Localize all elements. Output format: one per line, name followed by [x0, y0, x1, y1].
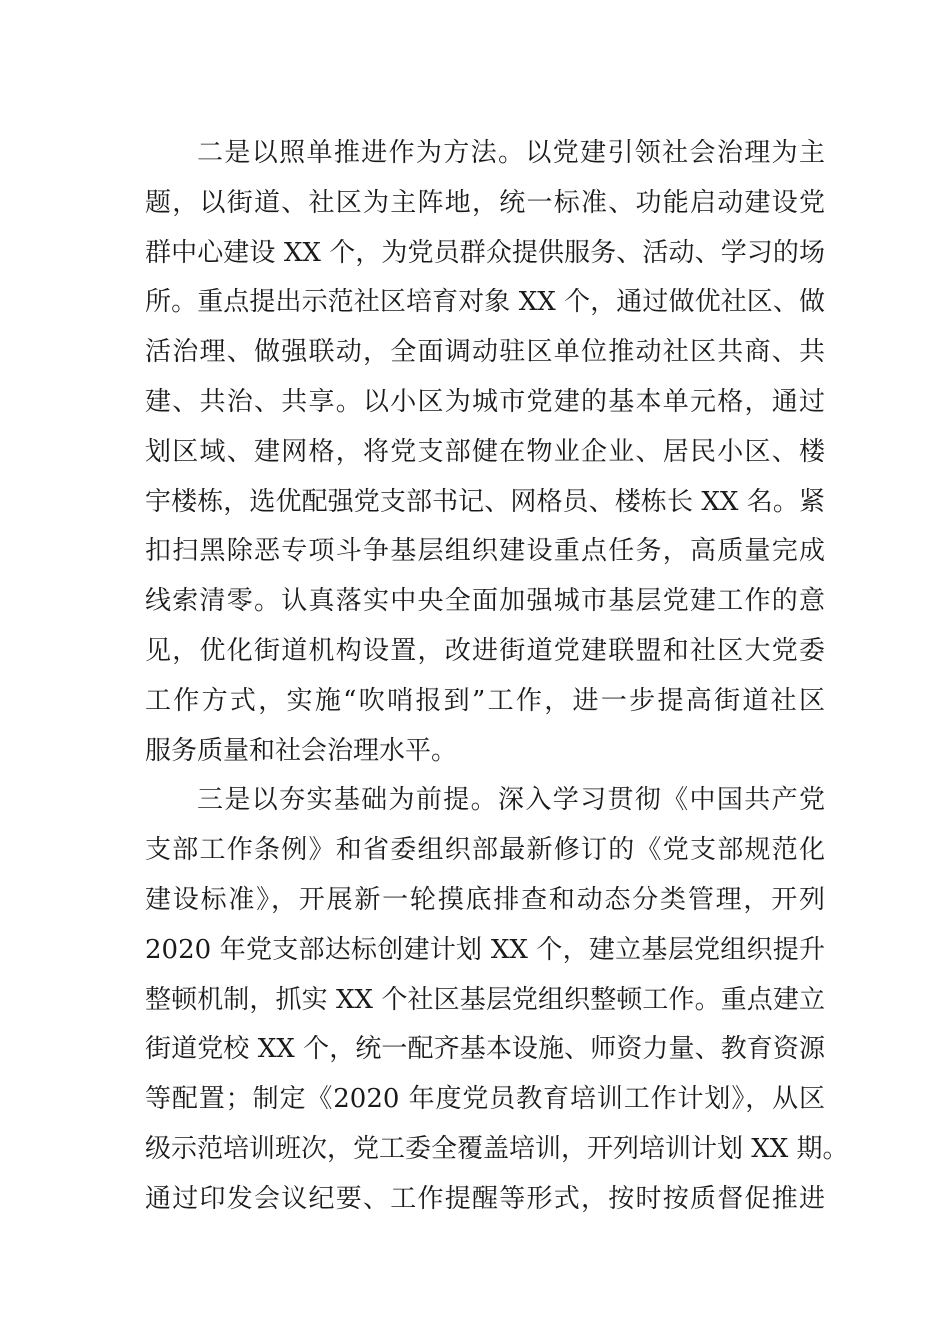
paragraph-line: 服务质量和社会治理水平。: [145, 735, 458, 766]
document-body: [145, 129, 849, 1225]
paragraph-line: 2020 年党支部达标创建计划 XX 个，建立基层党组织提升: [145, 934, 825, 965]
paragraph-line: 活治理、做强联动，全面调动驻区单位推动社区共商、共: [145, 337, 825, 368]
paragraph-line: 见，优化街道机构设置，改进街道党建联盟和社区大党委: [145, 635, 825, 666]
paragraph-1: [145, 129, 825, 776]
paragraph-2: [145, 776, 849, 1224]
paragraph-line: 支部工作条例》和省委组织部最新修订的《党支部规范化: [145, 835, 825, 866]
paragraph-line: 二是以照单推进作为方法。以党建引领社会治理为主: [197, 138, 825, 168]
paragraph-line: 扣扫黑除恶专项斗争基层组织建设重点任务，高质量完成: [145, 536, 825, 567]
paragraph-line: 建、共治、共享。以小区为城市党建的基本单元格，通过: [145, 386, 825, 417]
paragraph-line: 工作方式，实施“吹哨报到”工作，进一步提高街道社区: [145, 685, 825, 716]
paragraph-line: 线索清零。认真落实中央全面加强城市基层党建工作的意: [145, 586, 825, 617]
paragraph-line: 建设标准》，开展新一轮摸底排查和动态分类管理，开列: [145, 884, 825, 915]
paragraph-line: 划区域、建网格，将党支部健在物业企业、居民小区、楼: [145, 436, 825, 467]
paragraph-line: 等配置；制定《2020 年度党员教育培训工作计划》，从区: [145, 1084, 825, 1115]
paragraph-line: 整顿机制，抓实 XX 个社区基层党组织整顿工作。重点建立: [145, 984, 825, 1015]
paragraph-line: 题，以街道、社区为主阵地，统一标准、功能启动建设党: [145, 187, 825, 218]
paragraph-line: 所。重点提出示范社区培育对象 XX 个，通过做优社区、做: [145, 287, 825, 318]
paragraph-line: 宇楼栋，选优配强党支部书记、网格员、楼栋长 XX 名。紧: [145, 486, 825, 517]
paragraph-line: 街道党校 XX 个，统一配齐基本设施、师资力量、教育资源: [145, 1034, 825, 1065]
paragraph-line: 三是以夯实基础为前提。深入学习贯彻《中国共产党: [197, 785, 825, 816]
paragraph-line: 级示范培训班次，党工委全覆盖培训，开列培训计划 XX 期。: [145, 1133, 849, 1164]
paragraph-line: 群中心建设 XX 个，为党员群众提供服务、活动、学习的场: [145, 237, 825, 268]
paragraph-line: 通过印发会议纪要、工作提醒等形式，按时按质督促推进: [145, 1183, 825, 1214]
